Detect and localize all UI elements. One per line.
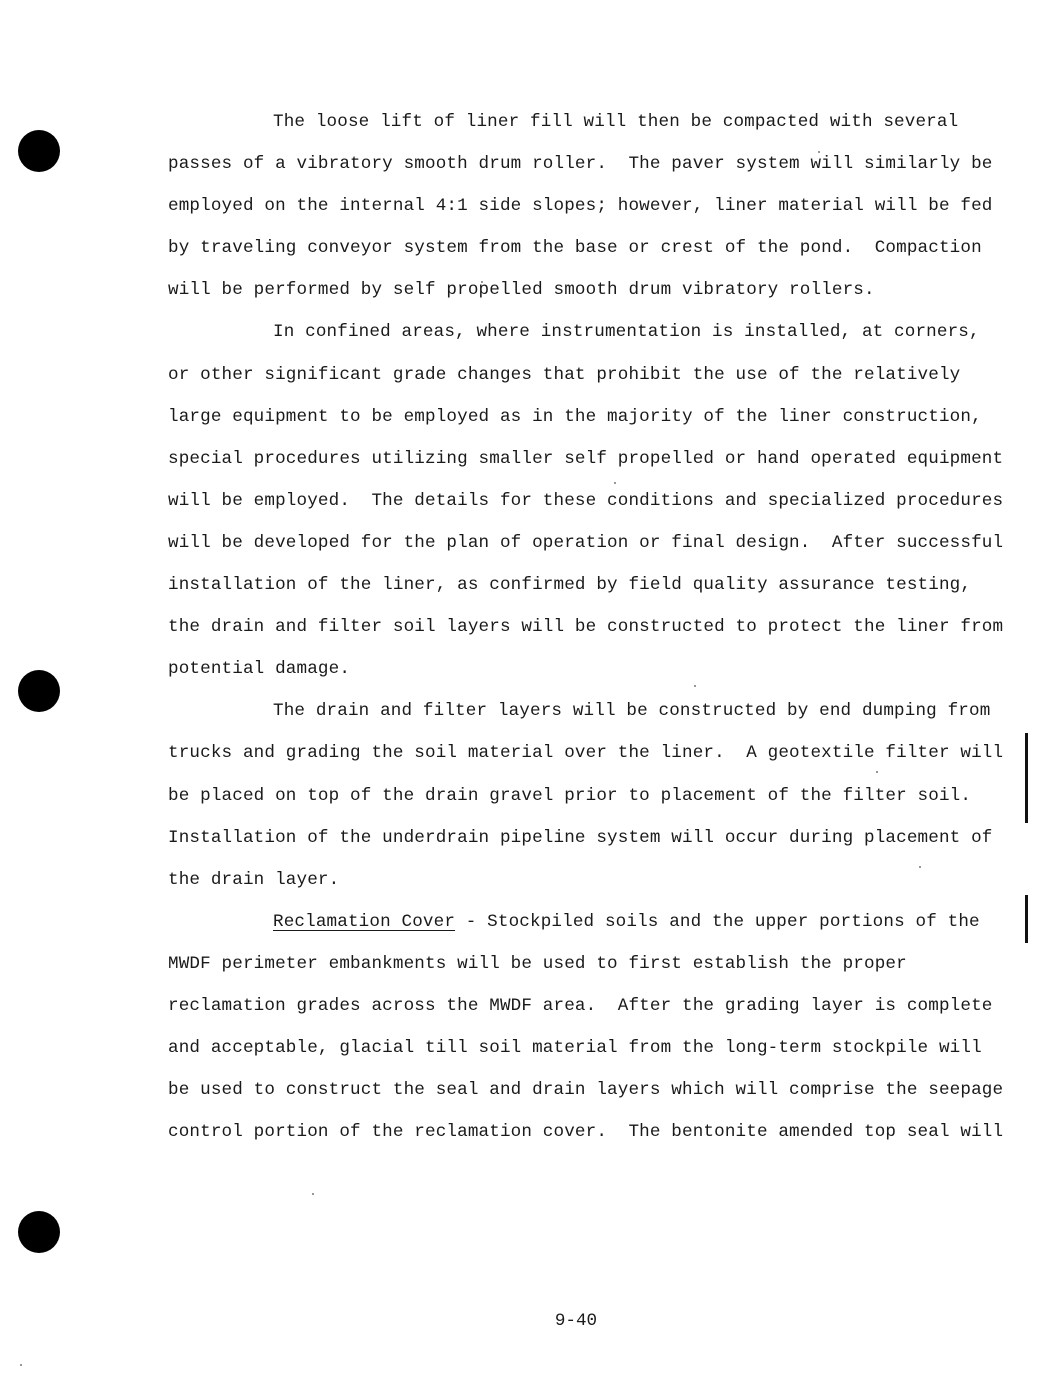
body-text-line: special procedures utilizing smaller self propelled or hand operated equipment (168, 448, 1004, 469)
body-text-line: will be performed by self propelled smooth drum vibratory rollers. (168, 280, 875, 301)
body-text-line: employed on the internal 4:1 side slopes; however, liner material will be fed (168, 196, 993, 217)
body-text-line: potential damage. (168, 659, 351, 680)
revision-bar (1025, 733, 1028, 823)
body-text-span: - Stockpiled soils and the upper portions of the (455, 911, 980, 932)
punch-hole (18, 1211, 60, 1253)
section-heading-line (168, 901, 1008, 943)
section-heading: Reclamation Cover (273, 911, 456, 932)
body-text-line: trucks and grading the soil material over the liner. A geotextile filter will (168, 743, 1004, 764)
revision-bar (1025, 895, 1028, 943)
document-body (168, 101, 1008, 1153)
body-text-line: The loose lift of liner fill will then be compacted with several (273, 112, 959, 132)
body-text-line: by traveling conveyor system from the base or crest of the pond. Compaction (168, 238, 982, 259)
body-text-line: passes of a vibratory smooth drum roller. The paver system will similarly be (168, 154, 993, 175)
body-text-line: will be developed for the plan of operation or final design. After successful (168, 532, 1004, 553)
body-text-line: installation of the liner, as confirmed by field quality assurance testing, (168, 575, 972, 596)
body-text-line: control portion of the reclamation cover. The bentonite amended top seal will (168, 1122, 1004, 1143)
punch-hole (18, 670, 60, 712)
body-text-line: and acceptable, glacial till soil material from the long-term stockpile will (168, 1038, 982, 1059)
scan-speck (20, 1364, 22, 1366)
scan-speck (312, 1193, 314, 1195)
body-text-line: will be employed. The details for these conditions and specialized procedures (168, 490, 1004, 511)
body-text-line: be placed on top of the drain gravel prior to placement of the filter soil. (168, 785, 972, 806)
body-text-line: or other significant grade changes that prohibit the use of the relatively (168, 364, 961, 385)
body-text-line: reclamation grades across the MWDF area. After the grading layer is complete (168, 995, 993, 1016)
body-text-line: be used to construct the seal and drain layers which will comprise the seepage (168, 1080, 1004, 1101)
body-text-line: the drain and filter soil layers will be constructed to protect the liner from (168, 617, 1004, 638)
body-text-line: the drain layer. (168, 869, 340, 890)
body-text-line: In confined areas, where instrumentation is installed, at corners, (273, 322, 980, 343)
body-text-line: large equipment to be employed as in the majority of the liner construction, (168, 406, 982, 427)
body-text-line: MWDF perimeter embankments will be used to first establish the proper (168, 953, 907, 974)
body-text-line: Installation of the underdrain pipeline system will occur during placement of (168, 827, 993, 848)
page-number: 9-40 (554, 1311, 598, 1331)
body-text-line: The drain and filter layers will be constructed by end dumping from (273, 701, 991, 722)
punch-hole (18, 130, 60, 172)
